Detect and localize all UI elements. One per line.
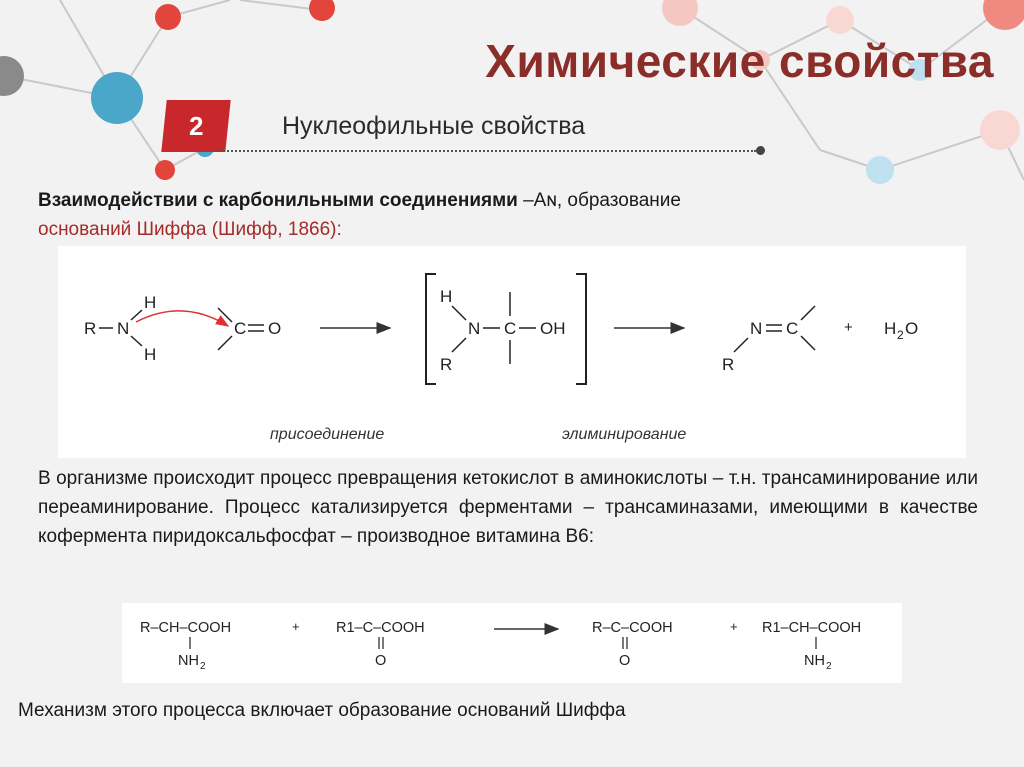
reactant-N: N: [117, 319, 130, 338]
schiff-base-scheme: [58, 246, 966, 458]
water-O: O: [905, 319, 919, 338]
section-number: 2: [188, 110, 204, 141]
amine-H-bottom: H: [144, 345, 157, 364]
slide-title: Химические свойства: [485, 35, 994, 87]
intermediate-H: H: [440, 287, 453, 306]
transamination-paragraph: В организме происходит процесс превращения кетокислот в аминокислоты – т.н. трансаминирование или переаминирование. Процесс катализируется ферментами – трансаминазами, имеющими в качестве кофермента пиридоксальфосфат – производное витамина В6:: [38, 468, 978, 547]
oxo-group-2: O: [619, 653, 631, 669]
amino-acid-1: R–CH–COOH: [140, 620, 232, 636]
nucleophilic-attack-arrow: [136, 311, 228, 326]
intro-plain: –Aɴ, образование: [517, 190, 681, 211]
dotted-divider: [216, 150, 756, 152]
node-lightblue: [866, 156, 894, 184]
intro-paragraph: [38, 186, 978, 244]
node-salmon: [983, 0, 1024, 30]
plus-sign: +: [844, 319, 853, 336]
amino-group-1: NH: [178, 653, 199, 669]
oxo-group-1: O: [375, 653, 387, 669]
intro-red: оснований Шиффа (Шифф, 1866):: [38, 219, 342, 240]
caption-elimination: элиминирование: [562, 426, 687, 443]
amino-group-2: NH: [804, 653, 825, 669]
intermediate-OH: OH: [540, 319, 566, 338]
node-gray: [0, 56, 24, 96]
water-subscript: 2: [897, 328, 904, 342]
imine-N: N: [750, 319, 763, 338]
transamination-svg: [122, 603, 902, 683]
section-subtitle: Нуклеофильные свойства: [282, 112, 586, 140]
node-blue: [91, 72, 143, 124]
node-red: [155, 4, 181, 30]
node-red: [155, 160, 175, 180]
divider-end-dot: [756, 146, 765, 155]
caption-addition: присоединение: [270, 426, 385, 443]
intermediate-N: N: [468, 319, 481, 338]
transamination-scheme: [122, 603, 902, 683]
imine-C: C: [786, 319, 799, 338]
plus-sign-1: +: [292, 619, 300, 634]
node-red: [309, 0, 335, 21]
section-number-badge: [161, 100, 230, 152]
keto-acid-1: R1–C–COOH: [336, 620, 425, 636]
node-pink: [662, 0, 698, 26]
amine-H-top: H: [144, 293, 157, 312]
intro-bold: Взаимодействии с карбонильными соединениями: [38, 190, 518, 211]
plus-sign-2: +: [730, 619, 738, 634]
schiff-scheme-svg: [58, 246, 966, 458]
keto-acid-2: R–C–COOH: [592, 620, 673, 636]
intermediate-C: C: [504, 319, 517, 338]
bracket-left: [426, 274, 436, 384]
carbonyl-C: C: [234, 319, 247, 338]
bracket-right: [576, 274, 586, 384]
amino-subscript-1: 2: [200, 661, 206, 672]
node-pink: [980, 110, 1020, 150]
reactant-R: R: [84, 319, 97, 338]
amino-acid-2: R1–CH–COOH: [762, 620, 862, 636]
carbonyl-O: O: [268, 319, 282, 338]
amino-subscript-2: 2: [826, 661, 832, 672]
water-H: H: [884, 319, 897, 338]
imine-R: R: [722, 355, 735, 374]
node-pink: [826, 6, 854, 34]
footer-note: Механизм этого процесса включает образование оснований Шиффа: [18, 700, 626, 721]
intermediate-R: R: [440, 355, 453, 374]
